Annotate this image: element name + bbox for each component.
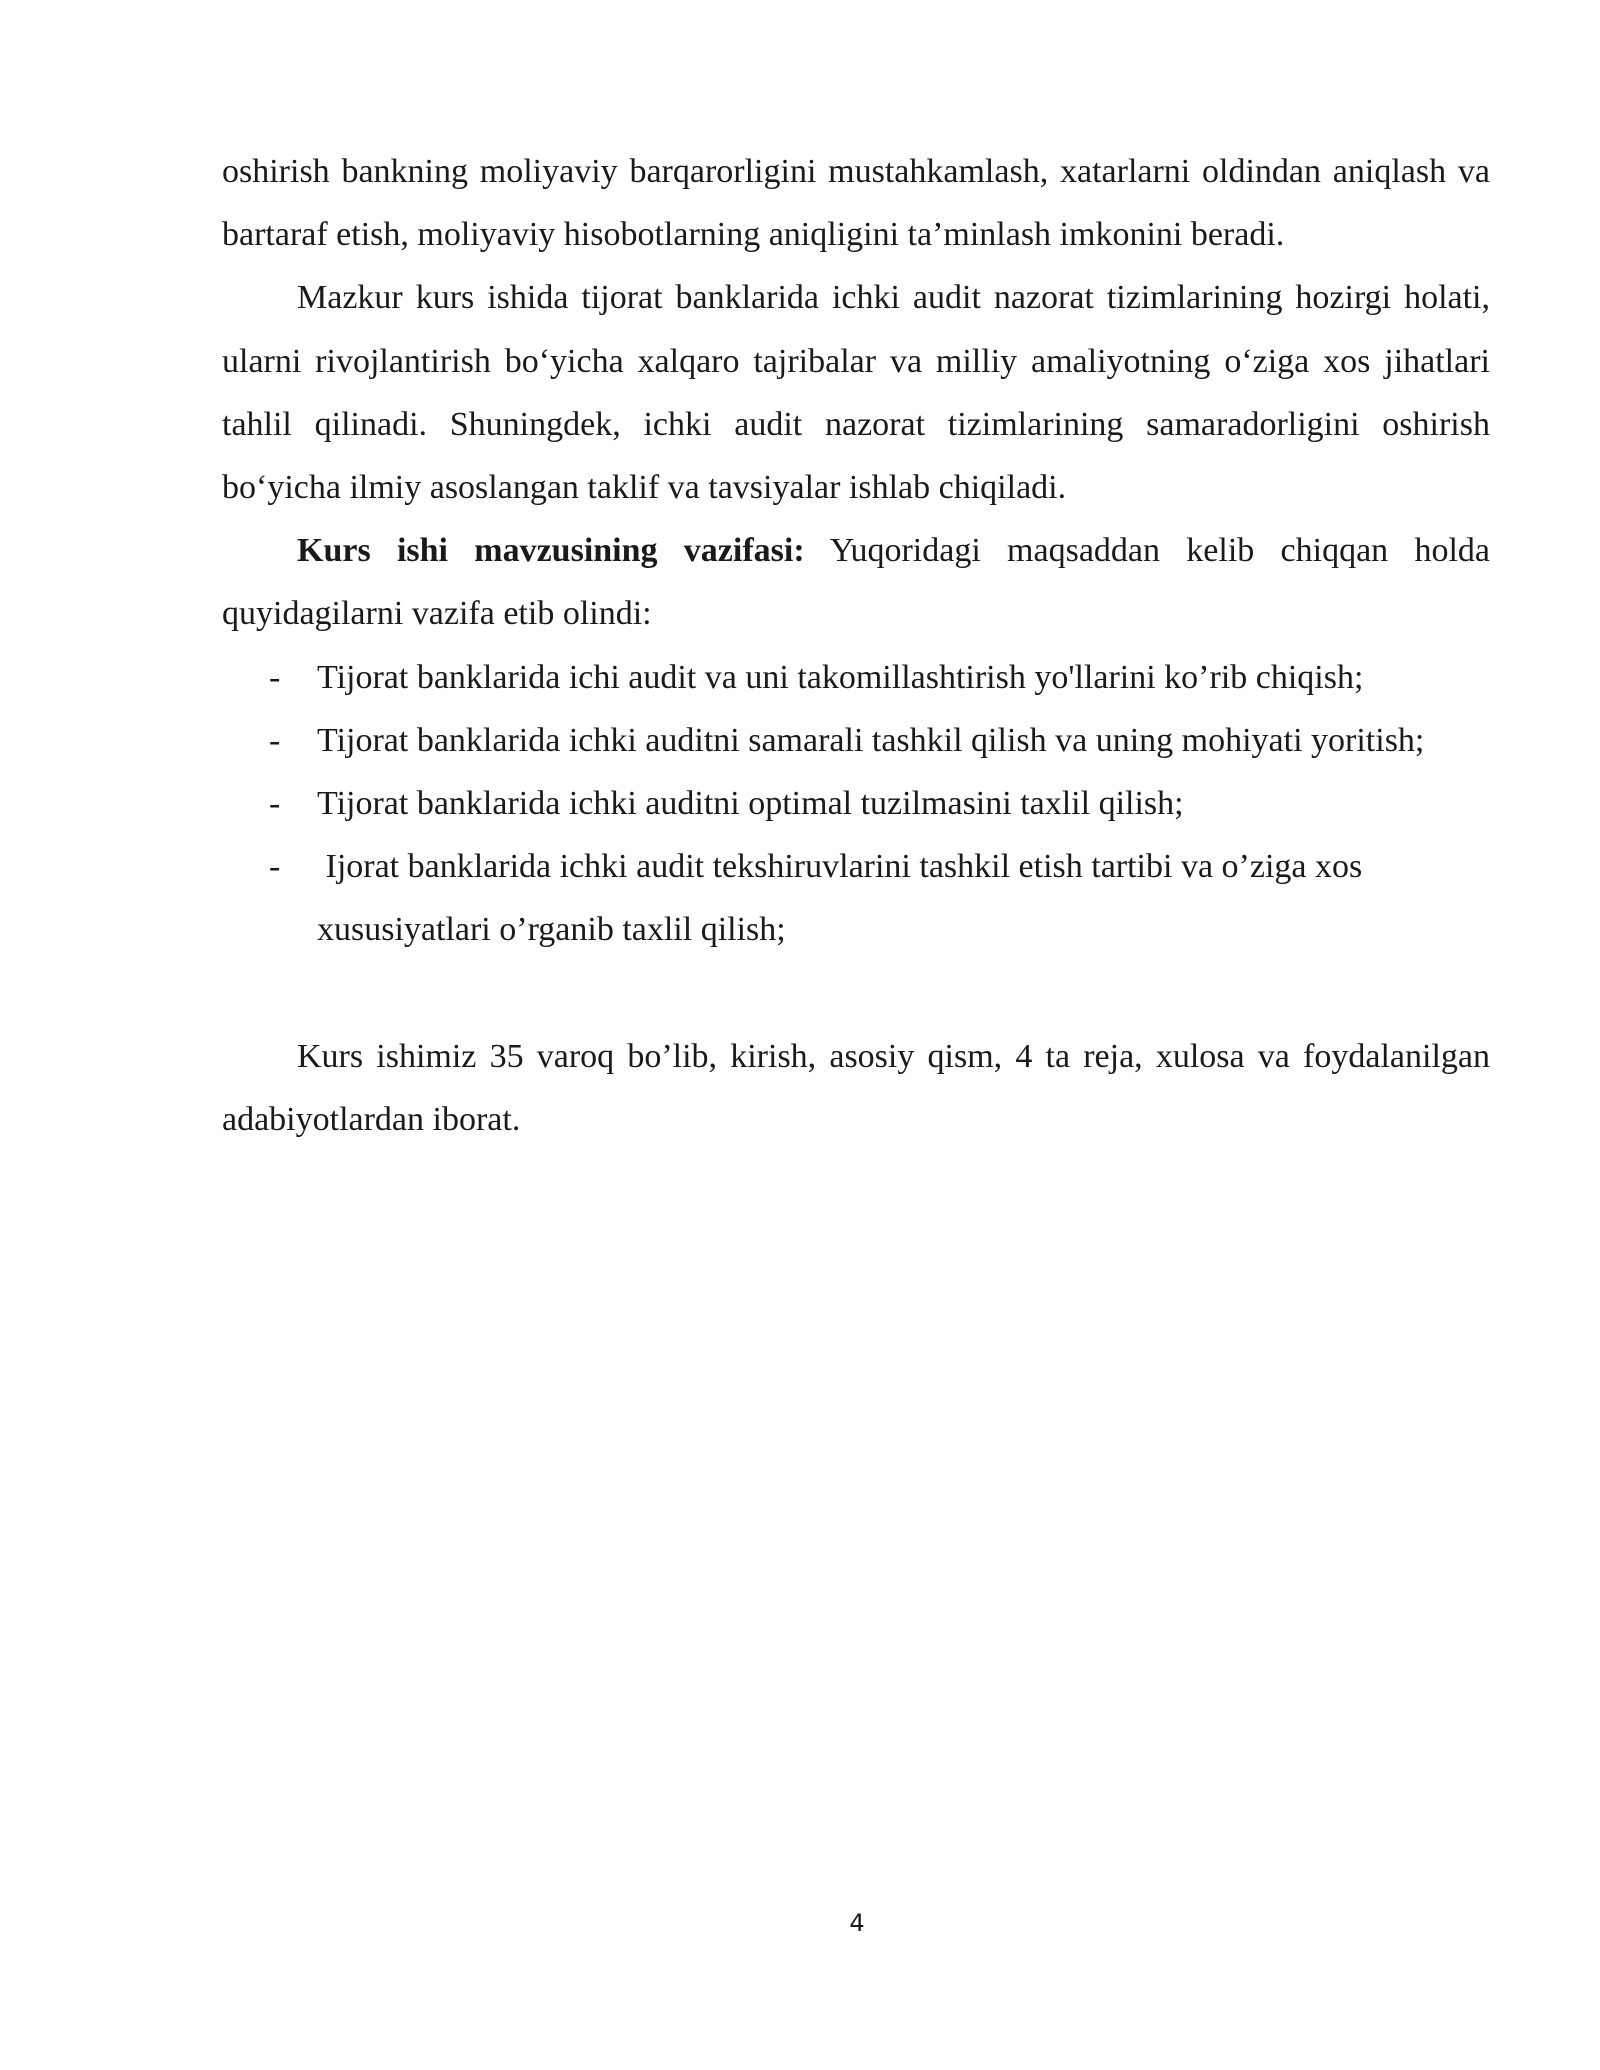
list-item (222, 772, 1490, 835)
list-dash-marker: - (269, 848, 281, 886)
paragraph-tasks-intro (222, 519, 1490, 645)
paragraph-continuation: oshirish bankning moliyaviy barqarorligini mustahkamlash, xatarlarni oldindan aniqlash va bartaraf etish, moliyaviy hisobotlarning aniqligini ta’minlash imkonini beradi. (222, 153, 1490, 254)
list-item (222, 835, 1490, 961)
list-item-text: Tijorat banklarida ichi audit va uni takomillashtirish yo'llarini ko’rib chiqish; (317, 658, 1364, 696)
list-dash-marker: - (269, 658, 281, 696)
blank-line (222, 962, 1490, 1025)
tasks-heading: Kurs ishi mavzusining vazifasi: (297, 532, 805, 570)
list-dash-marker: - (269, 785, 281, 823)
tasks-intro-text: Yuqoridagi maqsaddan kelib chiqqan holda quyidagilarni vazifa etib olindi: (222, 532, 1490, 633)
paragraph-course-structure: Kurs ishimiz 35 varoq bo’lib, kirish, asosiy qism, 4 ta reja, xulosa va foydalanilgan adabiyotlardan iborat. (222, 1037, 1490, 1138)
document-body (222, 140, 1490, 1151)
tasks-list (222, 646, 1490, 962)
list-item-text: Tijorat banklarida ichki auditni samarali tashkil qilish va uning mohiyati yoritish; (317, 721, 1425, 759)
list-dash-marker: - (269, 721, 281, 759)
list-item (222, 709, 1490, 772)
page-number: 4 (849, 1909, 865, 1937)
list-item-text: Ijorat banklarida ichki audit tekshiruvlarini tashkil etish tartibi va o’ziga xos xususiyatlari o’rganib taxlil qilish; (317, 848, 1371, 949)
list-item-text: Tijorat banklarida ichki auditni optimal tuzilmasini taxlil qilish; (317, 785, 1184, 823)
list-item (222, 646, 1490, 709)
paragraph-course-scope: Mazkur kurs ishida tijorat banklarida ichki audit nazorat tizimlarining hozirgi holati, ularni rivojlantirish bo‘yicha xalqaro tajribalar va milliy amaliyotning o‘ziga xos jihatlari tahlil qilinadi. Shuningdek, ichki audit nazorat tizimlarining samaradorligini oshirish bo‘yicha ilmiy asoslangan taklif va tavsiyalar ishlab chiqiladi. (222, 279, 1490, 507)
